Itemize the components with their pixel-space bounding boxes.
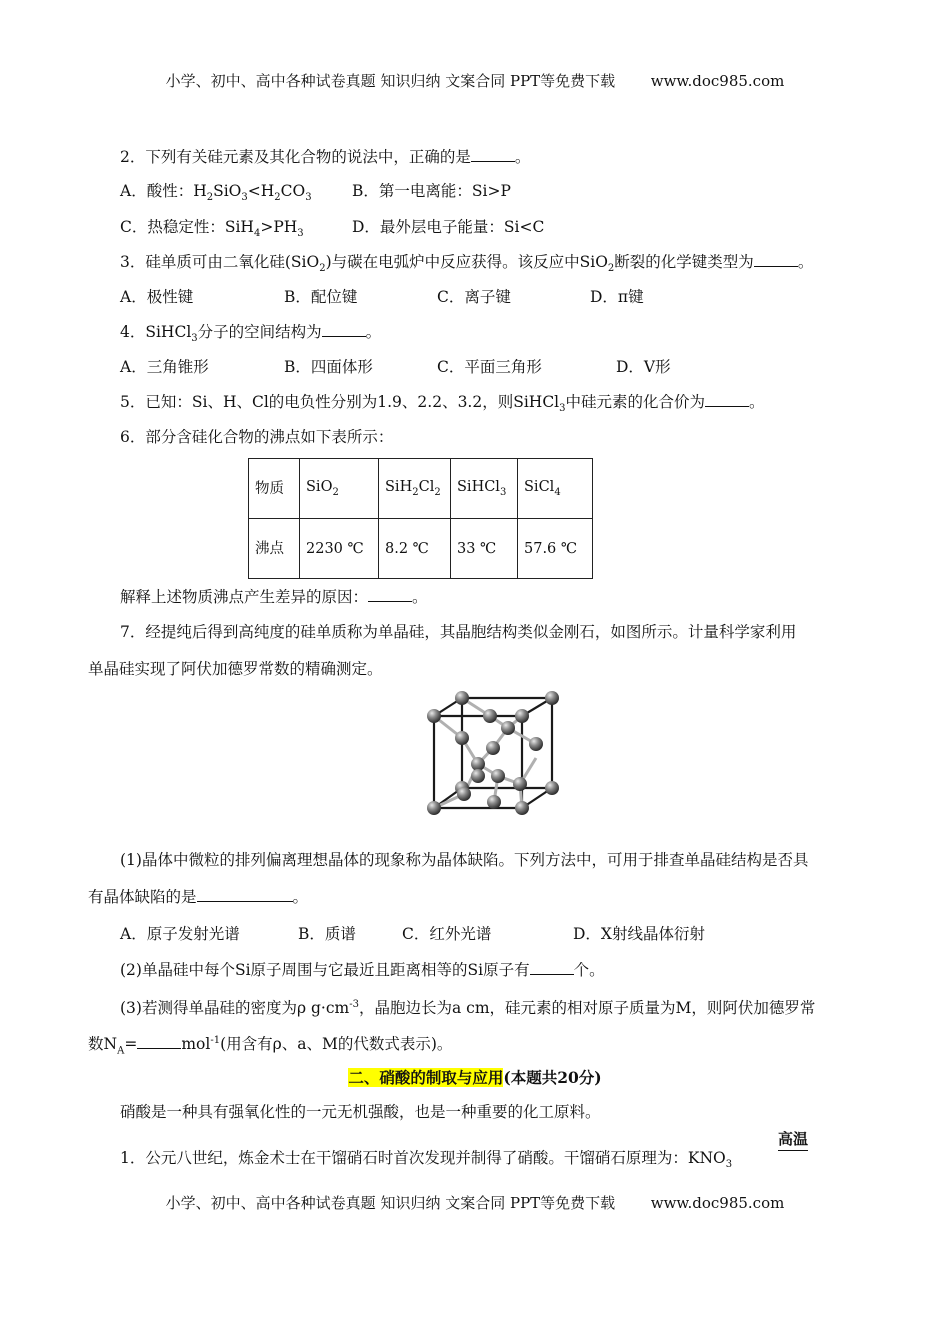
answer-blank (530, 960, 574, 975)
answer-blank (705, 392, 749, 407)
question-2-stem: 2．下列有关硅元素及其化合物的说法中，正确的是 。 (120, 148, 531, 166)
table-cell: $SiH_2Cl_2$ (379, 459, 451, 519)
page-header (0, 70, 950, 91)
section-2-heading (0, 1068, 950, 1088)
header-text: 小学、初中、高中各种试卷真题 知识归纳 文案合同 PPT等免费下载 (165, 72, 616, 90)
table-cell: 57.6 ℃ (518, 519, 593, 579)
q4-option-a: A．三角锥形 (120, 358, 209, 376)
q2-option-c: C．热稳定性：$SiH_4>PH_3$ (120, 218, 304, 240)
section-title: 二、硝酸的制取与应用 (348, 1068, 504, 1087)
question-6-stem: 6．部分含硅化合物的沸点如下表所示： (120, 428, 394, 446)
question-3-stem: 3．硅单质可由二氧化硅(SiO$_2$)与碳在电弧炉中反应获得。该反应中SiO$_2$断裂的化学键类型为 。 (120, 253, 814, 275)
q3-option-a: A．极性键 (120, 288, 194, 306)
table-cell: SiCl$_4$ (518, 459, 593, 519)
q2-option-b: B．第一电离能：Si>P (352, 182, 511, 200)
q7-option-b: B．质谱 (298, 925, 356, 943)
q3-option-c: C．离子键 (437, 288, 511, 306)
reaction-condition: 高温 (778, 1130, 808, 1151)
table-cell: 2230 ℃ (300, 519, 379, 579)
question-7-stem-2: 单晶硅实现了阿伏加德罗常数的精确测定。 (88, 660, 383, 678)
q7-part3-line1: (3)若测得单晶硅的密度为ρ $g\cdot cm^{-3}$，晶胞边长为a cm，硅元素的相对原子质量为M，则阿伏加德罗常 (120, 999, 816, 1018)
footer-site: www.doc985.com (650, 1194, 785, 1212)
table-cell: SiO$_2$ (300, 459, 379, 519)
question-5-stem: 5．已知：Si、H、Cl的电负性分别为1.9、2.2、3.2，则SiHCl$_3$中硅元素的化合价为 。 (120, 393, 765, 415)
answer-blank (197, 887, 293, 902)
answer-blank (754, 252, 798, 267)
header-site: www.doc985.com (650, 72, 785, 90)
question-4-stem: 4．SiHCl$_3$分子的空间结构为 。 (120, 323, 382, 345)
footer-text: 小学、初中、高中各种试卷真题 知识归纳 文案合同 PPT等免费下载 (165, 1194, 616, 1212)
q3-option-d: D．π键 (590, 288, 644, 306)
answer-blank (322, 322, 366, 337)
q7-option-c: C．红外光谱 (402, 925, 492, 943)
q7-option-a: A．原子发射光谱 (120, 925, 240, 943)
boiling-point-table (248, 458, 593, 579)
table-header-cell: 物质 (249, 459, 300, 519)
silicon-unit-cell-figure (418, 688, 568, 826)
table-cell: 33 ℃ (451, 519, 518, 579)
q4-option-d: D．V形 (616, 358, 671, 376)
q4-option-c: C．平面三角形 (437, 358, 542, 376)
answer-blank (368, 587, 412, 602)
q2-option-a: A．酸性：$H_2SiO_3<H_2CO_3$ (120, 182, 312, 204)
section-2-intro: 硝酸是一种具有强氧化性的一元无机强酸，也是一种重要的化工原料。 (120, 1103, 601, 1121)
q2-option-d: D．最外层电子能量：Si<C (352, 218, 545, 236)
q4-option-b: B．四面体形 (284, 358, 373, 376)
q6-explain: 解释上述物质沸点产生差异的原因： 。 (120, 588, 428, 606)
q7-part3-line2: 数$N_A= mol^{-1}$(用含有ρ、a、M的代数式表示)。 (88, 1035, 453, 1057)
question-7-stem-1: 7．经提纯后得到高纯度的硅单质称为单晶硅，其晶胞结构类似金刚石，如图所示。计量科学家利用 (120, 623, 797, 641)
section-2-question-1: 1．公元八世纪，炼金术士在干馏硝石时首次发现并制得了硝酸。干馏硝石原理为：$KNO_3$ (120, 1149, 733, 1171)
table-cell: 8.2 ℃ (379, 519, 451, 579)
q7-part2: (2)单晶硅中每个Si原子周围与它最近且距离相等的Si原子有 个。 (120, 961, 605, 979)
table-header-cell: 沸点 (249, 519, 300, 579)
answer-blank (471, 147, 515, 162)
table-row (249, 519, 593, 579)
q7-part1-line1: (1)晶体中微粒的排列偏离理想晶体的现象称为晶体缺陷。下列方法中，可用于排查单晶硅结构是否具 (120, 851, 809, 869)
answer-blank (137, 1034, 181, 1049)
table-row (249, 459, 593, 519)
q7-part1-line2: 有晶体缺陷的是 。 (88, 888, 309, 906)
section-points: (本题共20分) (503, 1068, 602, 1087)
page-footer (0, 1192, 950, 1213)
table-cell: SiHCl$_3$ (451, 459, 518, 519)
q7-option-d: D．X射线晶体衍射 (573, 925, 705, 943)
q3-option-b: B．配位键 (284, 288, 358, 306)
